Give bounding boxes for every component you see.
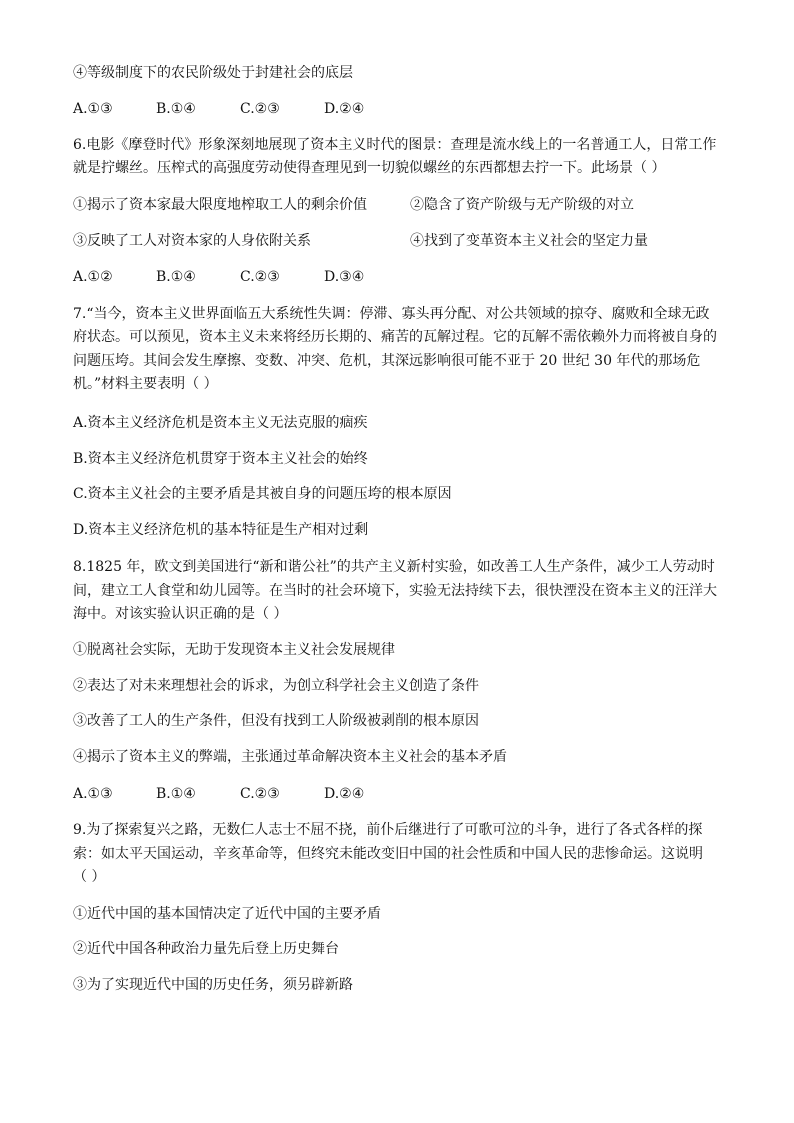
q7-stem-line-1: 7.“当今，资本主义世界面临五大系统性失调：停滞、寡头再分配、对公共领域的掠夺、腐败和全球无政 — [73, 306, 710, 322]
q5-option-a: A.①③ — [73, 101, 113, 117]
q6-statement-2: ②隐含了资产阶级与无产阶级的对立 — [410, 197, 634, 213]
q7-stem-line-3: 问题压垮。其间会发生摩擦、变数、冲突、危机，其深远影响很可能不亚于 20 世纪 30 年代的那场危 — [73, 353, 701, 369]
q9-statement-2: ②近代中国各种政治力量先后登上历史舞台 — [73, 941, 339, 957]
q6-stem-line-1: 6.电影《摩登时代》形象深刻地展现了资本主义时代的图景：查理是流水线上的一名普通工人，日常工作 — [73, 137, 717, 153]
q5-option-b: B.①④ — [156, 101, 196, 117]
q6-option-d: D.③④ — [324, 269, 365, 285]
q5-statement-4: ④等级制度下的农民阶级处于封建社会的底层 — [73, 65, 353, 81]
q9-stem-line-2: 索：如太平天国运动，辛亥革命等，但终究未能改变旧中国的社会性质和中国人民的悲惨命运。这说明 — [73, 846, 703, 862]
q6-statement-4: ④找到了变革资本主义社会的坚定力量 — [410, 233, 648, 249]
q8-option-a: A.①③ — [73, 786, 113, 802]
q6-option-b: B.①④ — [156, 269, 196, 285]
q7-option-a: A.资本主义经济危机是资本主义无法克服的痼疾 — [73, 415, 368, 431]
q5-option-c: C.②③ — [240, 101, 280, 117]
q8-statement-1: ①脱离社会实际，无助于发现资本主义社会发展规律 — [73, 642, 395, 658]
q8-statement-2: ②表达了对未来理想社会的诉求，为创立科学社会主义创造了条件 — [73, 678, 479, 694]
q6-option-c: C.②③ — [240, 269, 280, 285]
q7-option-b: B.资本主义经济危机贯穿于资本主义社会的始终 — [73, 451, 368, 467]
q9-stem-line-3: （ ） — [73, 869, 106, 885]
q8-statement-4: ④揭示了资本主义的弊端，主张通过革命解决资本主义社会的基本矛盾 — [73, 749, 507, 765]
q9-statement-3: ③为了实现近代中国的历史任务，须另辟新路 — [73, 977, 353, 993]
q6-statement-1: ①揭示了资本家最大限度地榨取工人的剩余价值 — [73, 197, 367, 213]
q6-option-a: A.①② — [73, 269, 113, 285]
q8-stem-line-3: 海中。对该实验认识正确的是（ ） — [73, 606, 288, 622]
q8-statement-3: ③改善了工人的生产条件，但没有找到工人阶级被剥削的根本原因 — [73, 713, 479, 729]
q7-stem-line-2: 府状态。可以预见，资本主义未来将经历长期的、痛苦的瓦解过程。它的瓦解不需依赖外力而将被自身的 — [73, 329, 717, 345]
q7-option-d: D.资本主义经济危机的基本特征是生产相对过剩 — [73, 522, 369, 538]
q8-option-c: C.②③ — [240, 786, 280, 802]
q9-statement-1: ①近代中国的基本国情决定了近代中国的主要矛盾 — [73, 906, 381, 922]
q8-stem-line-2: 间，建立工人食堂和幼儿园等。在当时的社会环境下，实验无法持续下去，很快湮没在资本主义的汪洋大 — [73, 583, 717, 599]
q6-stem-line-2: 就是拧螺丝。压榨式的高强度劳动使得查理见到一切貌似螺丝的东西都想去拧一下。此场景（ ） — [73, 160, 666, 176]
q7-stem-line-4: 机。”材料主要表明（ ） — [73, 376, 218, 392]
q7-option-c: C.资本主义社会的主要矛盾是其被自身的问题压垮的根本原因 — [73, 486, 452, 502]
q6-statement-3: ③反映了工人对资本家的人身依附关系 — [73, 233, 311, 249]
q9-stem-line-1: 9.为了探索复兴之路，无数仁人志士不屈不挠，前仆后继进行了可歌可泣的斗争，进行了各式各样的探 — [73, 822, 703, 838]
q5-option-d: D.②④ — [324, 101, 365, 117]
q8-option-b: B.①④ — [156, 786, 196, 802]
q8-stem-line-1: 8.1825 年，欧文到美国进行“新和谐公社”的共产主义新村实验，如改善工人生产条件，减少工人劳动时 — [73, 559, 715, 575]
q8-option-d: D.②④ — [324, 786, 365, 802]
